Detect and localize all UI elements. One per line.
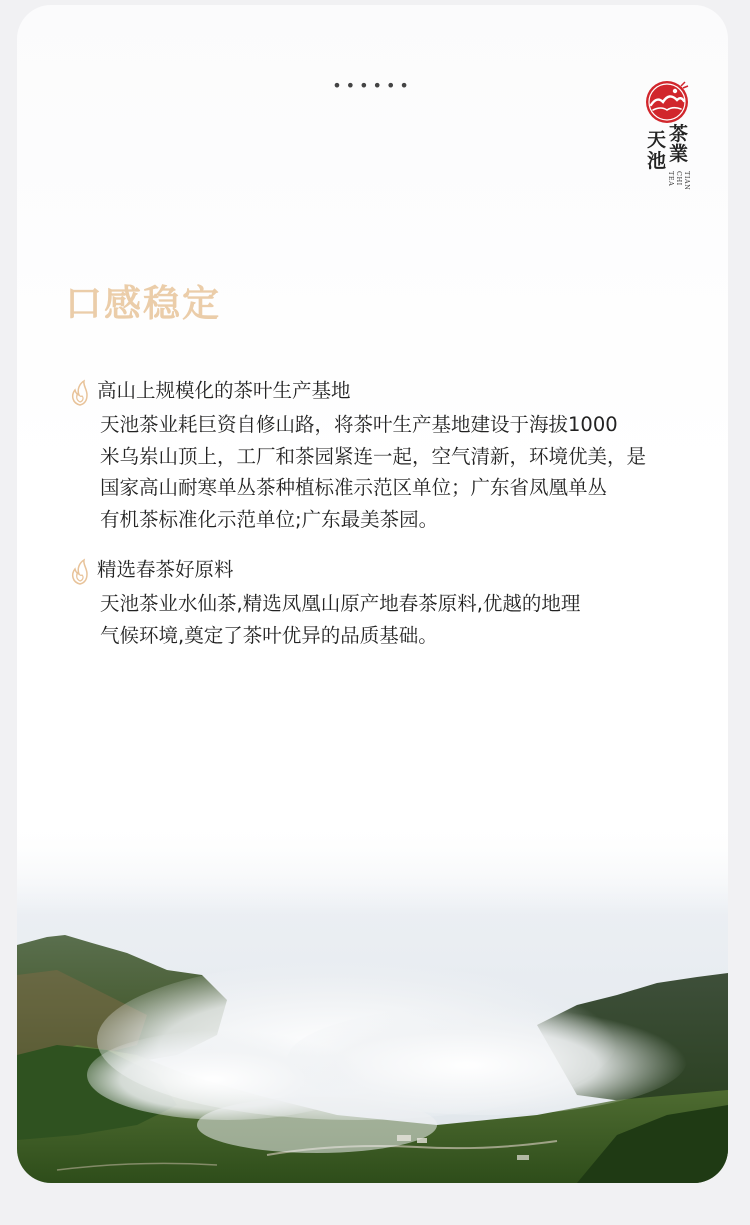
body-line: 国家高山耐寒单丛茶种植标准示范区单位；广东省凤凰单丛 [100, 476, 608, 499]
section-title [67, 555, 707, 585]
seal-icon [641, 78, 697, 128]
section-body [100, 409, 690, 535]
logo-char: 業 [669, 143, 689, 165]
logo-char: 天 [647, 129, 667, 151]
section-body [100, 588, 690, 651]
flame-icon [69, 379, 91, 407]
page-title: 口感稳定 [65, 282, 221, 325]
body-line: 天池茶业耗巨资自修山路，将茶叶生产基地建设于海拔1000 [100, 413, 618, 436]
body-line: 有机茶标准化示范单位;广东最美茶园。 [100, 507, 439, 531]
body-line: 米乌岽山顶上，工厂和茶园紧连一起，空气清新，环境优美，是 [100, 444, 647, 468]
feature-section [67, 376, 707, 535]
section-title-text: 精选春茶好原料 [97, 558, 234, 581]
logo-english [667, 171, 691, 190]
content-card [17, 5, 728, 1183]
body-line: 天池茶业水仙茶,精选凤凰山原产地春茶原料,优越的地理 [100, 592, 581, 615]
logo-en-line: TIAN CHI [675, 171, 691, 191]
section-title [67, 376, 707, 406]
logo-en-line: TEA [667, 171, 675, 187]
body-line: 气候环境,奠定了茶叶优异的品质基础。 [100, 623, 438, 647]
flame-icon [69, 558, 91, 586]
section-title-text: 高山上规模化的茶叶生产基地 [97, 379, 351, 402]
brand-logo [641, 78, 697, 191]
feature-section [67, 555, 707, 651]
mountain-photo [17, 825, 728, 1183]
logo-char: 茶 [669, 123, 689, 145]
logo-char: 池 [647, 150, 667, 172]
decorative-dots: •••••• [332, 76, 413, 95]
